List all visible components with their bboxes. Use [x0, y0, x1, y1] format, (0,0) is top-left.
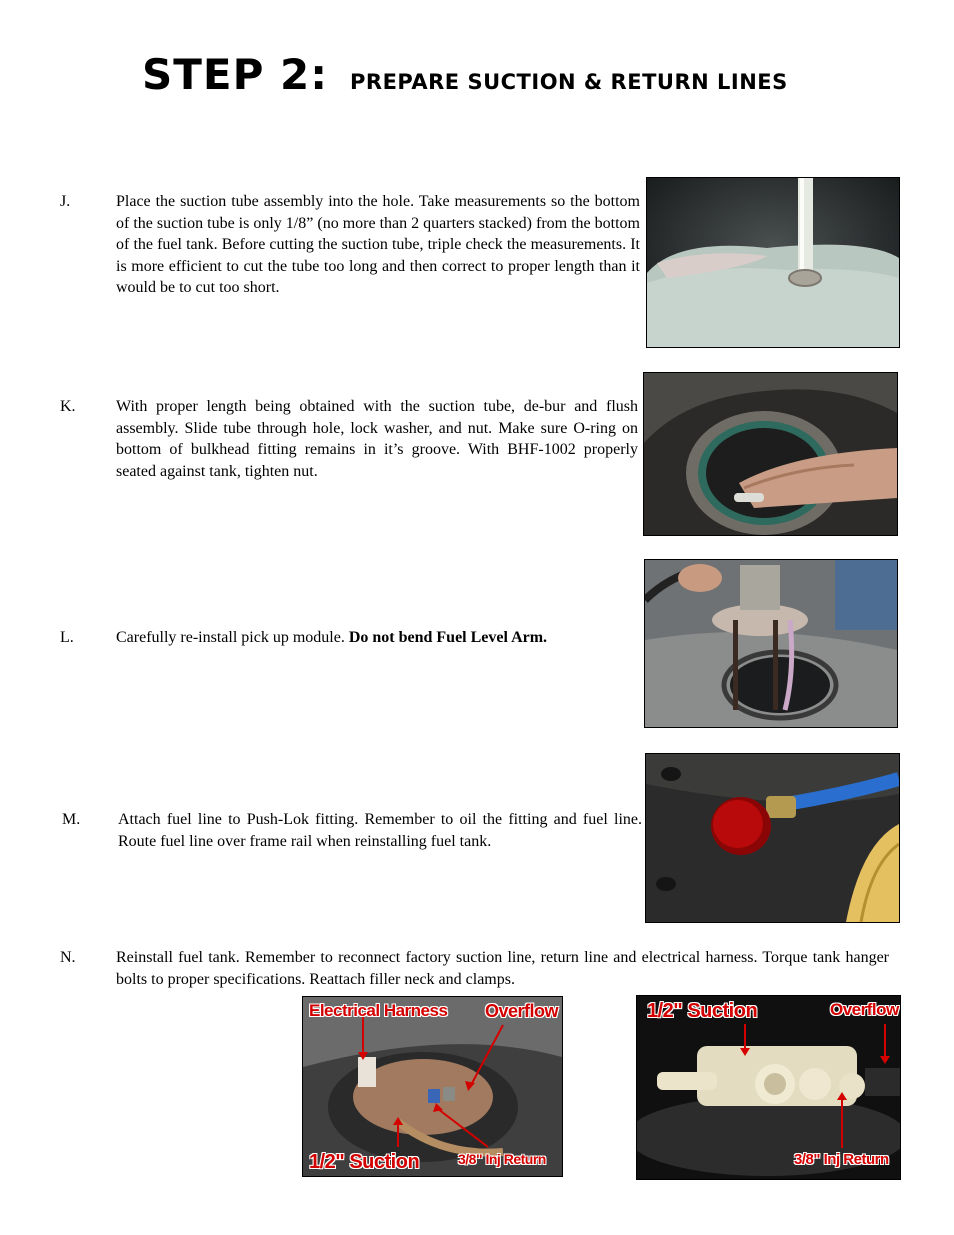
- step-text-plain: Carefully re-install pick up module.: [116, 629, 349, 646]
- suction-label: 1/2" Suction: [309, 1151, 420, 1173]
- push-lok-fitting-photo: [645, 753, 900, 923]
- tank-connections-photo-left: [302, 996, 563, 1177]
- step-letter: M.: [62, 811, 81, 828]
- step-text: With proper length being obtained with the suction tube, de-bur and flush assembly. Slide tube through hole, lock washer, and nut. Make sure O-ring on bottom of bulkhead fitting remains in it’s groove. With BHF-1002 properly seated against tank, tighten nut.: [116, 398, 638, 480]
- return-label: 3/8" Inj Return: [794, 1151, 889, 1168]
- step-letter: L.: [60, 629, 74, 646]
- tank-connections-photo-right: [636, 995, 901, 1180]
- step-text: [116, 627, 640, 649]
- step-warning: Do not bend Fuel Level Arm.: [348, 629, 548, 646]
- suction-tube-photo: [646, 177, 900, 348]
- overflow-label: Overflow: [485, 1001, 559, 1021]
- return-label: 3/8" Inj Return: [458, 1151, 546, 1167]
- step-text: Attach fuel line to Push-Lok fitting. Remember to oil the fitting and fuel line. Route fuel line over frame rail when reinstalling fuel tank.: [118, 811, 642, 850]
- step-letter: J.: [60, 193, 71, 210]
- overflow-label: Overflow: [830, 1000, 899, 1019]
- step-letter: N.: [60, 949, 76, 966]
- step-text: Reinstall fuel tank. Remember to reconnect factory suction line, return line and electrical harness. Torque tank hanger bolts to proper specifications. Reattach filler neck and clamps.: [116, 949, 889, 988]
- step-letter: K.: [60, 398, 76, 415]
- bulkhead-fitting-photo: [643, 372, 898, 536]
- step-text: Place the suction tube assembly into the hole. Take measurements so the bottom of the suction tube is only 1/8” (no more than 2 quarters stacked) from the bottom of the fuel tank. Before cutting the suction tube, triple check the measurements. It is more efficient to cut the tube too long and then correct to proper length than it would be to cut too short.: [116, 193, 640, 297]
- pickup-module-photo: [644, 559, 898, 728]
- suction-label: 1/2" Suction: [647, 1000, 758, 1022]
- step-heading: STEP 2:: [142, 50, 329, 99]
- step-subtitle: PREPARE SUCTION & RETURN LINES: [350, 70, 788, 94]
- page-title: [142, 50, 842, 99]
- electrical-harness-label: Electrical Harness: [309, 1001, 448, 1020]
